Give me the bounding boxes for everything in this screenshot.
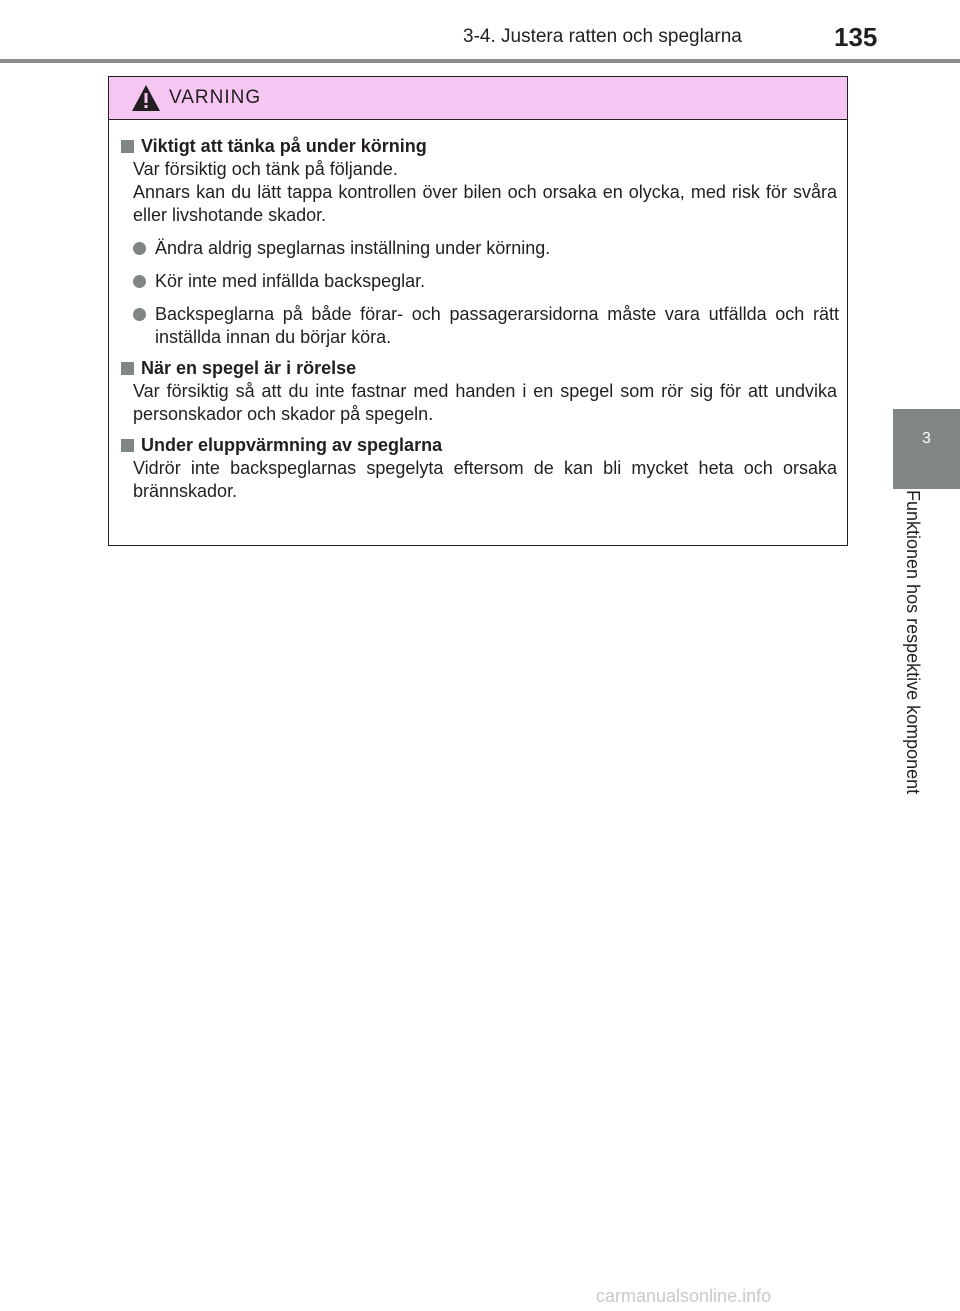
section-text: Var försiktig och tänk på följande. xyxy=(133,159,398,179)
section-text: Var försiktig så att du inte fastnar med handen i en spegel som rör sig för att undvika personskador och skador på spegeln. xyxy=(133,381,837,424)
bullet-item: Kör inte med infällda backspeglar. xyxy=(133,270,839,293)
section-heading: Viktigt att tänka på under körning xyxy=(115,135,847,158)
round-bullet-icon xyxy=(133,308,146,321)
bullet-item: Backspeglarna på både förar- och passagerarsidorna måste vara utfällda och rätt inställda innan du börjar köra. xyxy=(133,303,839,349)
page-number: 135 xyxy=(834,22,878,52)
round-bullet-icon xyxy=(133,242,146,255)
section-text: Annars kan du lätt tappa kontrollen över bilen och orsaka en olycka, med risk för svåra eller livshotande skador. xyxy=(133,182,837,225)
bullet-item: Ändra aldrig speglarnas inställning under körning. xyxy=(133,237,839,260)
section-title: 3-4. Justera ratten och speglarna xyxy=(463,26,742,47)
warning-section xyxy=(109,135,847,349)
section-heading: Under eluppvärmning av speglarna xyxy=(115,434,847,457)
warning-content xyxy=(109,135,847,511)
round-bullet-icon xyxy=(133,275,146,288)
chapter-label: Funktionen hos respektive komponent xyxy=(903,490,923,795)
warning-box xyxy=(108,76,848,546)
section-text: Vidrör inte backspeglarnas spegelyta eftersom de kan bli mycket heta och orsaka brännskador. xyxy=(133,458,837,501)
warning-header xyxy=(109,77,847,120)
warning-section xyxy=(109,357,847,426)
warning-triangle-icon xyxy=(131,84,161,112)
chapter-number: 3 xyxy=(922,430,931,447)
square-bullet-icon xyxy=(121,362,134,375)
warning-section xyxy=(109,434,847,503)
square-bullet-icon xyxy=(121,439,134,452)
section-heading: När en spegel är i rörelse xyxy=(115,357,847,380)
header-divider xyxy=(0,59,960,63)
square-bullet-icon xyxy=(121,140,134,153)
chapter-tab xyxy=(893,409,960,489)
watermark: carmanualsonline.info xyxy=(596,1286,772,1306)
warning-label: VARNING xyxy=(169,87,262,108)
